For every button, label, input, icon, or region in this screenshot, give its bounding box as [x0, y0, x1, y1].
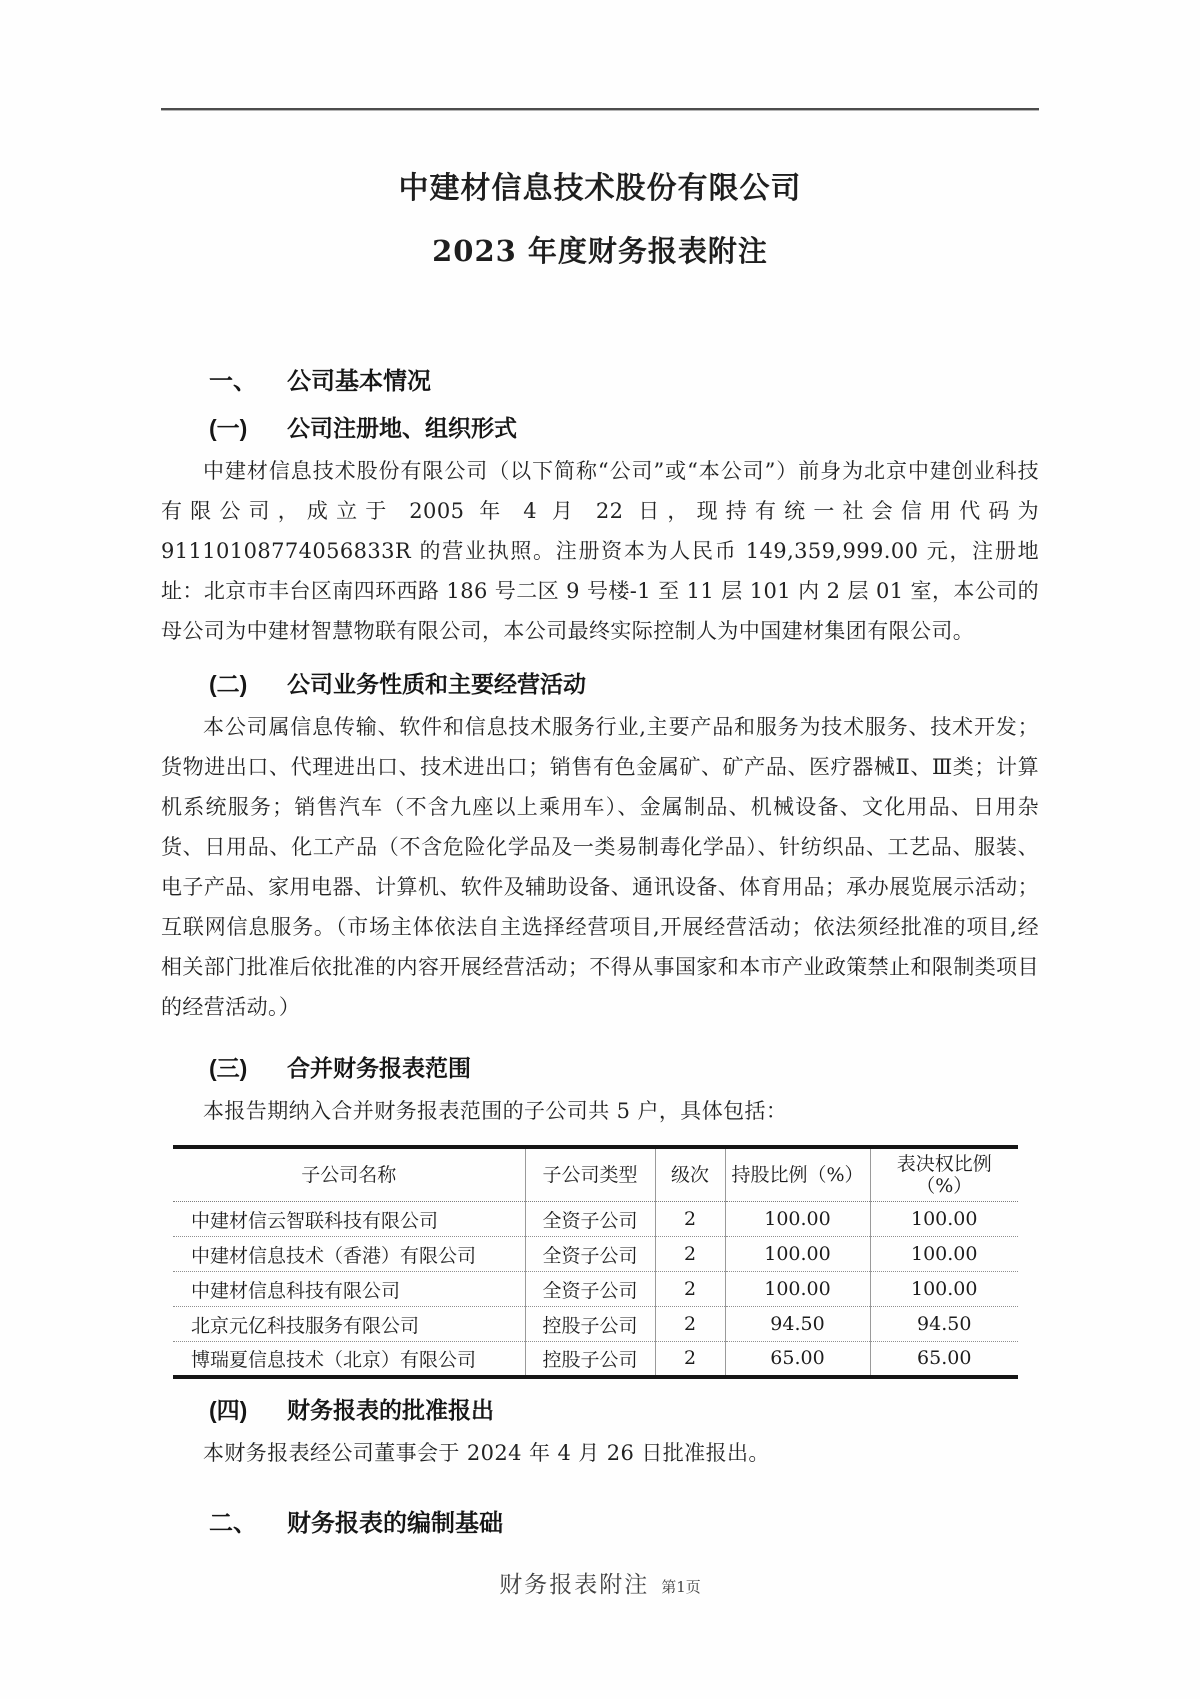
- section-2-heading: [161, 1507, 1039, 1541]
- cell-shareholding-ratio: 94.50: [725, 1307, 870, 1342]
- cell-shareholding-ratio: 100.00: [725, 1272, 870, 1307]
- cell-voting-ratio: 100.00: [870, 1202, 1018, 1237]
- section-2-title: 财务报表的编制基础: [287, 1509, 503, 1537]
- subsection-1-3-heading: [161, 1051, 1039, 1085]
- header-level: 级次: [655, 1147, 725, 1202]
- cell-level: 2: [655, 1237, 725, 1272]
- cell-level: 2: [655, 1307, 725, 1342]
- consolidation-intro-paragraph: 本报告期纳入合并财务报表范围的子公司共 5 户，具体包括：: [203, 1099, 788, 1123]
- page-footer: [0, 1566, 1200, 1599]
- table-row: [173, 1307, 1018, 1342]
- section-1-number: 一、: [209, 368, 257, 395]
- subsection-1-3-title: 合并财务报表范围: [287, 1055, 471, 1081]
- cell-subsidiary-name: 博瑞夏信息技术（北京）有限公司: [191, 1348, 477, 1371]
- cell-voting-ratio: 100.00: [870, 1237, 1018, 1272]
- subsection-1-2-title: 公司业务性质和主要经营活动: [287, 671, 586, 697]
- cell-shareholding-ratio: 65.00: [725, 1342, 870, 1377]
- cell-subsidiary-name: 中建材信息技术（香港）有限公司: [173, 1237, 525, 1272]
- header-shareholding-ratio: 持股比例（%）: [725, 1147, 870, 1202]
- table-header-row: [173, 1147, 1018, 1202]
- subsection-1-2-number: (二): [209, 671, 248, 697]
- subsection-1-3-number: (三): [209, 1055, 248, 1081]
- subsection-1-2-heading: [161, 667, 1039, 701]
- footer-page-number: 第1页: [661, 1578, 701, 1596]
- table-row: [173, 1272, 1018, 1307]
- footer-label: 财务报表附注: [499, 1572, 650, 1598]
- cell-level: 2: [655, 1342, 725, 1377]
- cell-shareholding-ratio: 100.00: [725, 1237, 870, 1272]
- cell-level: 2: [655, 1202, 725, 1237]
- header-rule: [161, 108, 1039, 111]
- approval-paragraph: 本财务报表经公司董事会于 2024 年 4 月 26 日批准报出。: [203, 1440, 770, 1465]
- cell-voting-ratio: 94.50: [870, 1307, 1018, 1342]
- cell-subsidiary-type: 控股子公司: [525, 1342, 655, 1377]
- subsection-1-1-title: 公司注册地、组织形式: [287, 415, 517, 441]
- subsection-1-4-number: (四): [209, 1396, 248, 1423]
- doc-title: 中建材信息技术股份有限公司: [398, 171, 802, 206]
- cell-subsidiary-type: 全资子公司: [525, 1237, 655, 1272]
- subsection-1-1-heading: [161, 411, 1039, 445]
- header-subsidiary-type: 子公司类型: [525, 1147, 655, 1202]
- cell-subsidiary-type: 全资子公司: [525, 1202, 655, 1237]
- business-scope-paragraph: 本公司属信息传输、软件和信息技术服务行业,主要产品和服务为技术服务、技术开发；货物进出口、代理进出口、技术进出口；销售有色金属矿、矿产品、医疗器械Ⅱ、Ⅲ类；计算机系统服务；销售汽车（不含九座以上乘用车）、金属制品、机械设备、文化用品、日用杂货、日用品、化工产品（不含危险化学品及一类易制毒化学品）、针纺织品、工艺品、服装、电子产品、家用电器、计算机、软件及辅助设备、通讯设备、体育用品；承办展览展示活动；互联网信息服务。（市场主体依法自主选择经营项目,开展经营活动；依法须经批准的项目,经相关部门批准后依批准的内容开展经营活动；不得从事国家和本市产业政策禁止和限制类项目的经营活动。）: [161, 715, 1039, 1019]
- cell-shareholding-ratio: 100.00: [725, 1202, 870, 1237]
- subsection-1-4-title: 财务报表的批准报出: [287, 1396, 494, 1423]
- cell-voting-ratio: 65.00: [870, 1342, 1018, 1377]
- cell-subsidiary-type: 全资子公司: [525, 1272, 655, 1307]
- table-row: [173, 1237, 1018, 1272]
- header-voting-ratio: 表决权比例（%）: [870, 1147, 1018, 1202]
- section-1-title: 公司基本情况: [287, 368, 431, 395]
- section-1-heading: [161, 365, 1039, 399]
- registration-paragraph: 中建材信息技术股份有限公司（以下简称“公司”或“本公司”）前身为北京中建创业科技有限公司，成立于 2005 年 4 月 22 日，现持有统一社会信用代码为 91110108774056833R 的营业执照。注册资本为人民币 149,359,999.00 元，注册地址：北京市丰台区南四环西路 186 号二区 9 号楼-1 至 11 层 101 内 2 层 01 室，本公司的母公司为中建材智慧物联有限公司，本公司最终实际控制人为中国建材集团有限公司。: [161, 459, 1039, 643]
- table-row: [173, 1342, 1018, 1377]
- cell-subsidiary-name: 北京元亿科技服务有限公司: [173, 1307, 525, 1342]
- cell-level: 2: [655, 1272, 725, 1307]
- cell-voting-ratio: 100.00: [870, 1272, 1018, 1307]
- subsection-1-1-number: (一): [209, 415, 248, 441]
- table-row: [173, 1202, 1018, 1237]
- section-2-number: 二、: [209, 1509, 257, 1537]
- subsidiaries-table: [173, 1145, 1018, 1379]
- header-subsidiary-name: 子公司名称: [173, 1147, 525, 1202]
- cell-subsidiary-name: 中建材信息科技有限公司: [173, 1272, 525, 1307]
- cell-subsidiary-name: 中建材信云智联科技有限公司: [173, 1202, 525, 1237]
- doc-subtitle: 2023 年度财务报表附注: [432, 234, 768, 268]
- subsection-1-4-heading: [161, 1393, 1039, 1427]
- cell-subsidiary-type: 控股子公司: [525, 1307, 655, 1342]
